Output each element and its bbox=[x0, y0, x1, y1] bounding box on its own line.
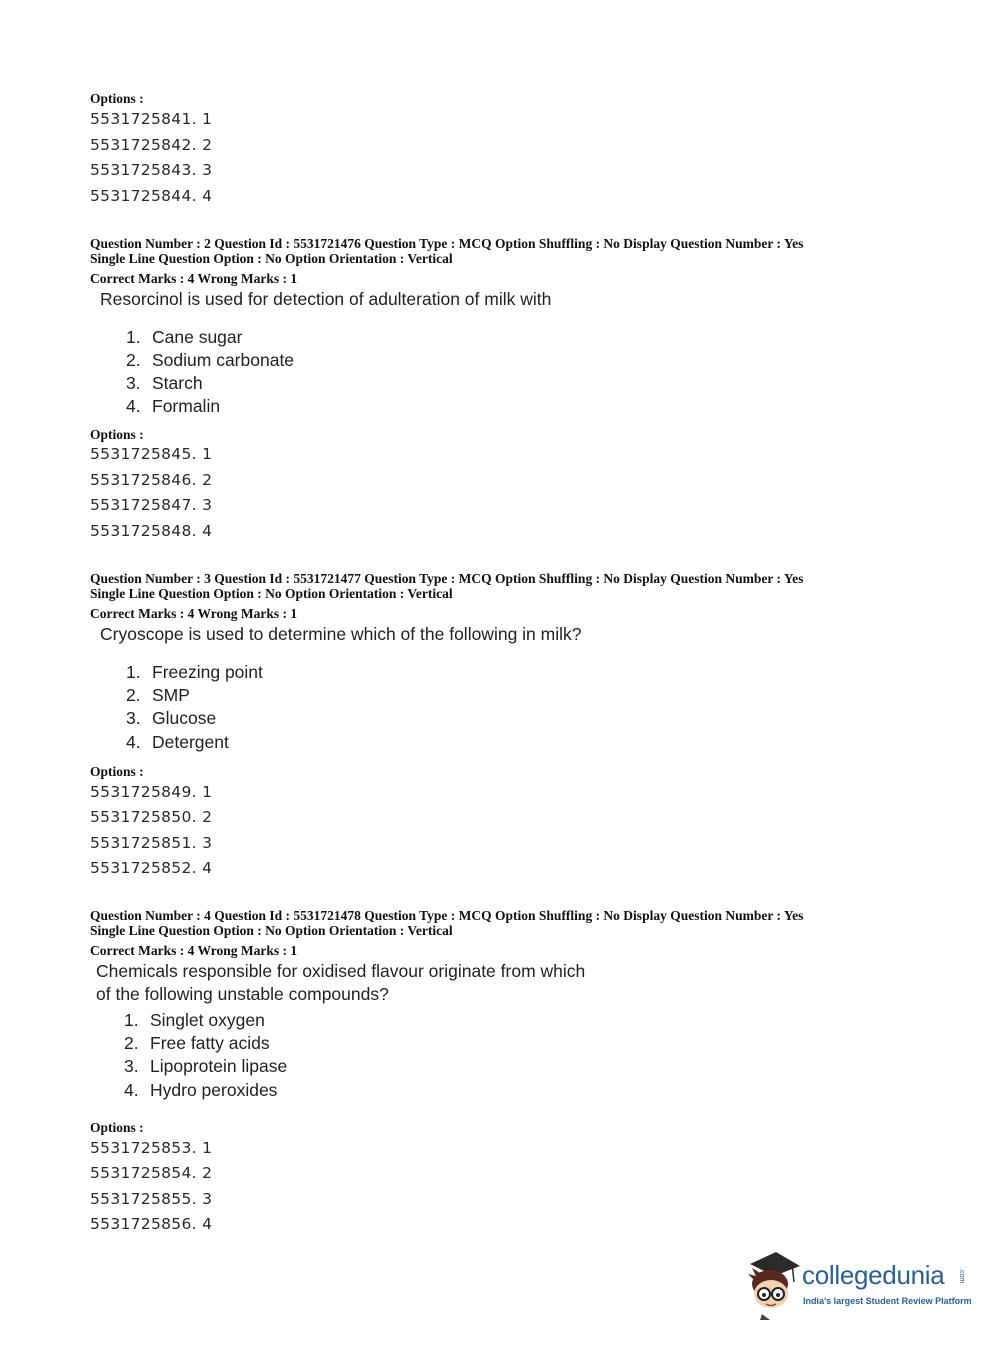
choice-item bbox=[126, 373, 203, 394]
choice-text: Hydro peroxides bbox=[150, 1080, 278, 1100]
choice-number: 2. bbox=[126, 350, 141, 370]
choice-text: Detergent bbox=[152, 732, 229, 752]
choice-number: 4. bbox=[126, 732, 141, 752]
choice-number: 3. bbox=[126, 373, 141, 393]
choice-number: 1. bbox=[126, 327, 141, 347]
choice-text: SMP bbox=[152, 685, 190, 705]
logo-tagline: India's largest Student Review Platform bbox=[803, 1296, 972, 1306]
question-meta-line1: Question Number : 4 Question Id : 5531721478 Question Type : MCQ Option Shuffling : No Display Question Number : Yes bbox=[90, 908, 804, 923]
option-code: 5531725849. 1 bbox=[90, 783, 213, 801]
choice-item bbox=[124, 1010, 265, 1031]
choice-number: 3. bbox=[124, 1056, 139, 1076]
option-code: 5531725850. 2 bbox=[90, 808, 213, 826]
choice-text: Glucose bbox=[152, 708, 217, 728]
option-code: 5531725854. 2 bbox=[90, 1164, 213, 1182]
choice-item bbox=[126, 732, 229, 753]
question-meta-line2: Single Line Question Option : No Option Orientation : Vertical bbox=[90, 586, 453, 601]
choice-item bbox=[126, 662, 263, 683]
logo-wordmark: collegedunia bbox=[802, 1260, 945, 1290]
option-code: 5531725848. 4 bbox=[90, 522, 213, 540]
options-label: Options : bbox=[90, 1120, 144, 1135]
choice-item bbox=[126, 350, 294, 371]
choice-item bbox=[126, 685, 190, 706]
choice-number: 4. bbox=[126, 396, 141, 416]
option-code: 5531725852. 4 bbox=[90, 859, 213, 877]
question-meta-line2: Single Line Question Option : No Option Orientation : Vertical bbox=[90, 251, 453, 266]
choice-text: Free fatty acids bbox=[150, 1033, 270, 1053]
option-code: 5531725856. 4 bbox=[90, 1215, 213, 1233]
choice-number: 3. bbox=[126, 708, 141, 728]
choice-number: 2. bbox=[124, 1033, 139, 1053]
choice-number: 1. bbox=[126, 662, 141, 682]
option-code: 5531725846. 2 bbox=[90, 471, 213, 489]
choice-item bbox=[124, 1056, 287, 1077]
choice-text: Singlet oxygen bbox=[150, 1010, 265, 1030]
choice-item bbox=[124, 1080, 277, 1101]
option-code: 5531725851. 3 bbox=[90, 834, 213, 852]
collegedunia-logo[interactable] bbox=[742, 1250, 972, 1320]
choice-number: 4. bbox=[124, 1080, 139, 1100]
options-label: Options : bbox=[90, 764, 144, 779]
question-text: Resorcinol is used for detection of adulteration of milk with bbox=[100, 289, 552, 309]
option-code: 5531725842. 2 bbox=[90, 136, 213, 154]
option-code: 5531725845. 1 bbox=[90, 445, 213, 463]
choice-text: Starch bbox=[152, 373, 203, 393]
question-text: Chemicals responsible for oxidised flavour originate from which bbox=[96, 961, 586, 981]
question-text: of the following unstable compounds? bbox=[96, 984, 389, 1004]
choice-number: 2. bbox=[126, 685, 141, 705]
option-code: 5531725847. 3 bbox=[90, 496, 213, 514]
option-code: 5531725855. 3 bbox=[90, 1190, 213, 1208]
choice-text: Formalin bbox=[152, 396, 221, 416]
question-meta-line1: Question Number : 3 Question Id : 5531721477 Question Type : MCQ Option Shuffling : No Display Question Number : Yes bbox=[90, 571, 804, 586]
choice-text: Sodium carbonate bbox=[152, 350, 295, 370]
question-meta-line1: Question Number : 2 Question Id : 5531721476 Question Type : MCQ Option Shuffling : No Display Question Number : Yes bbox=[90, 236, 804, 251]
choice-item bbox=[124, 1033, 270, 1054]
option-code: 5531725843. 3 bbox=[90, 161, 213, 179]
question-marks: Correct Marks : 4 Wrong Marks : 1 bbox=[90, 943, 298, 958]
question-meta-line2: Single Line Question Option : No Option Orientation : Vertical bbox=[90, 923, 453, 938]
question-marks: Correct Marks : 4 Wrong Marks : 1 bbox=[90, 271, 298, 286]
options-label: Options : bbox=[90, 91, 144, 106]
choice-text: Lipoprotein lipase bbox=[150, 1056, 288, 1076]
question-marks: Correct Marks : 4 Wrong Marks : 1 bbox=[90, 606, 298, 621]
choice-item bbox=[126, 708, 216, 729]
choice-item bbox=[126, 396, 220, 417]
logo-suffix: .com bbox=[958, 1268, 965, 1284]
choice-item bbox=[126, 327, 242, 348]
question-text: Cryoscope is used to determine which of the following in milk? bbox=[100, 624, 582, 644]
options-label: Options : bbox=[90, 427, 144, 442]
option-code: 5531725844. 4 bbox=[90, 187, 213, 205]
choice-text: Freezing point bbox=[152, 662, 263, 682]
mascot-icon bbox=[742, 1250, 802, 1320]
choice-text: Cane sugar bbox=[152, 327, 243, 347]
option-code: 5531725853. 1 bbox=[90, 1139, 213, 1157]
choice-number: 1. bbox=[124, 1010, 139, 1030]
option-code: 5531725841. 1 bbox=[90, 110, 213, 128]
